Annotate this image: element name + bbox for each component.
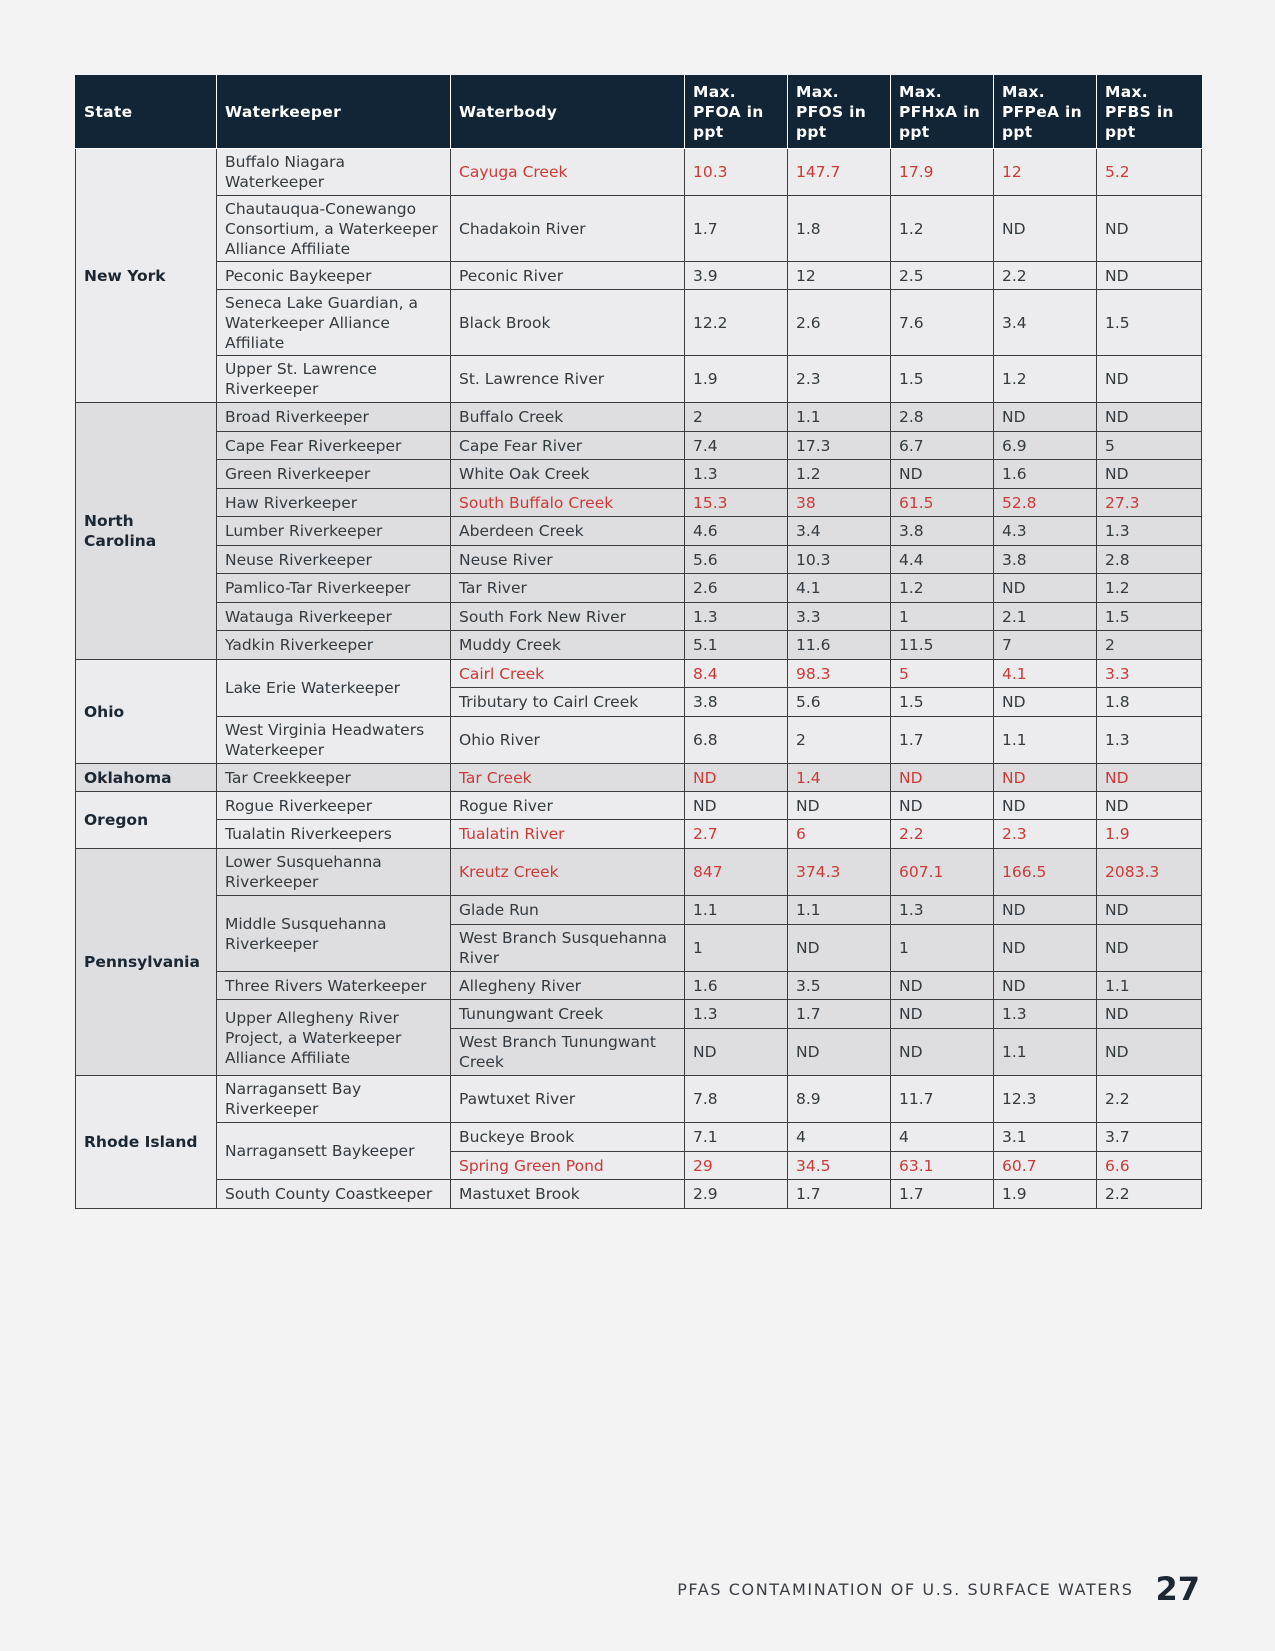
- pfbs-value-cell: 2.2: [1097, 1180, 1202, 1209]
- pfoa-value-cell: 1.9: [685, 356, 788, 403]
- pfpea-value-cell: 3.8: [994, 546, 1097, 574]
- pfbs-value-cell: ND: [1097, 403, 1202, 432]
- pfos-value-cell: 12: [788, 262, 891, 290]
- pfbs-value-cell: ND: [1097, 262, 1202, 290]
- waterkeeper-cell: Upper Allegheny River Project, a Waterkeeper Alliance Affiliate: [217, 1000, 451, 1076]
- pfhxa-value-cell: 1: [891, 603, 994, 631]
- waterkeeper-cell: Upper St. Lawrence Riverkeeper: [217, 356, 451, 403]
- pfbs-value-cell: 1.3: [1097, 517, 1202, 546]
- waterkeeper-cell: Lumber Riverkeeper: [217, 517, 451, 546]
- table-row: [76, 546, 1202, 574]
- table-row: [76, 660, 1202, 688]
- table-row: [76, 149, 1202, 196]
- table-header: [76, 76, 1202, 149]
- pfbs-value-cell: 1.9: [1097, 820, 1202, 849]
- waterkeeper-cell: Neuse Riverkeeper: [217, 546, 451, 574]
- pfpea-value-cell: 1.3: [994, 1000, 1097, 1029]
- waterbody-cell: Allegheny River: [451, 972, 685, 1000]
- pfoa-value-cell: 7.8: [685, 1076, 788, 1123]
- waterkeeper-cell: Chautauqua-Conewango Consortium, a Waterkeeper Alliance Affiliate: [217, 196, 451, 262]
- pfhxa-value-cell: 607.1: [891, 849, 994, 896]
- pfos-value-cell: 147.7: [788, 149, 891, 196]
- pfbs-value-cell: 5.2: [1097, 149, 1202, 196]
- pfbs-value-cell: ND: [1097, 196, 1202, 262]
- waterkeeper-cell: Narragansett Baykeeper: [217, 1123, 451, 1180]
- table-row: [76, 460, 1202, 489]
- pfos-value-cell: 34.5: [788, 1152, 891, 1180]
- table-row: [76, 1076, 1202, 1123]
- pfhxa-value-cell: 1.2: [891, 196, 994, 262]
- pfhxa-value-cell: 6.7: [891, 432, 994, 460]
- pfbs-value-cell: 1.8: [1097, 688, 1202, 717]
- pfpea-value-cell: 52.8: [994, 489, 1097, 517]
- table-row: [76, 896, 1202, 925]
- waterbody-cell: Black Brook: [451, 290, 685, 356]
- waterkeeper-cell: Three Rivers Waterkeeper: [217, 972, 451, 1000]
- pfoa-value-cell: 12.2: [685, 290, 788, 356]
- waterkeeper-cell: Tar Creekkeeper: [217, 764, 451, 792]
- pfhxa-value-cell: 61.5: [891, 489, 994, 517]
- table-row: [76, 489, 1202, 517]
- pfhxa-value-cell: 1.5: [891, 356, 994, 403]
- header-pfbs: Max. PFBS in ppt: [1097, 76, 1202, 149]
- pfhxa-value-cell: 5: [891, 660, 994, 688]
- waterkeeper-cell: Middle Susquehanna Riverkeeper: [217, 896, 451, 972]
- pfoa-value-cell: 10.3: [685, 149, 788, 196]
- waterbody-cell: Tar Creek: [451, 764, 685, 792]
- pfpea-value-cell: 4.1: [994, 660, 1097, 688]
- waterbody-cell: Mastuxet Brook: [451, 1180, 685, 1209]
- page-number: 27: [1155, 1570, 1200, 1608]
- pfoa-value-cell: ND: [685, 1029, 788, 1076]
- pfbs-value-cell: 27.3: [1097, 489, 1202, 517]
- pfbs-value-cell: 1.5: [1097, 290, 1202, 356]
- waterkeeper-cell: Green Riverkeeper: [217, 460, 451, 489]
- pfbs-value-cell: ND: [1097, 1000, 1202, 1029]
- waterbody-cell: Muddy Creek: [451, 631, 685, 660]
- waterbody-cell: White Oak Creek: [451, 460, 685, 489]
- pfos-value-cell: 6: [788, 820, 891, 849]
- pfoa-value-cell: 1.1: [685, 896, 788, 925]
- pfos-value-cell: ND: [788, 792, 891, 820]
- pfos-value-cell: ND: [788, 925, 891, 972]
- pfpea-value-cell: 1.6: [994, 460, 1097, 489]
- pfpea-value-cell: ND: [994, 925, 1097, 972]
- pfbs-value-cell: ND: [1097, 792, 1202, 820]
- pfpea-value-cell: 60.7: [994, 1152, 1097, 1180]
- pfhxa-value-cell: 63.1: [891, 1152, 994, 1180]
- pfoa-value-cell: 29: [685, 1152, 788, 1180]
- pfos-value-cell: 10.3: [788, 546, 891, 574]
- pfos-value-cell: ND: [788, 1029, 891, 1076]
- pfos-value-cell: 1.7: [788, 1000, 891, 1029]
- pfpea-value-cell: 6.9: [994, 432, 1097, 460]
- waterbody-cell: Peconic River: [451, 262, 685, 290]
- pfpea-value-cell: ND: [994, 403, 1097, 432]
- pfbs-value-cell: 2: [1097, 631, 1202, 660]
- pfoa-value-cell: 1.7: [685, 196, 788, 262]
- pfos-value-cell: 1.4: [788, 764, 891, 792]
- pfpea-value-cell: 3.4: [994, 290, 1097, 356]
- pfoa-value-cell: 7.4: [685, 432, 788, 460]
- table-row: [76, 849, 1202, 896]
- waterkeeper-cell: West Virginia Headwaters Waterkeeper: [217, 717, 451, 764]
- waterkeeper-cell: Peconic Baykeeper: [217, 262, 451, 290]
- pfbs-value-cell: 1.5: [1097, 603, 1202, 631]
- footer-title: PFAS CONTAMINATION OF U.S. SURFACE WATERS: [677, 1579, 1134, 1599]
- pfos-value-cell: 374.3: [788, 849, 891, 896]
- waterbody-cell: Kreutz Creek: [451, 849, 685, 896]
- pfpea-value-cell: ND: [994, 196, 1097, 262]
- pfhxa-value-cell: 4.4: [891, 546, 994, 574]
- table-row: [76, 603, 1202, 631]
- table-row: [76, 1000, 1202, 1029]
- pfhxa-value-cell: 1.2: [891, 574, 994, 603]
- pfoa-value-cell: 1: [685, 925, 788, 972]
- pfas-results-table: [75, 75, 1202, 1209]
- state-cell: Pennsylvania: [76, 849, 217, 1076]
- pfos-value-cell: 2: [788, 717, 891, 764]
- pfhxa-value-cell: 2.5: [891, 262, 994, 290]
- pfbs-value-cell: 2.8: [1097, 546, 1202, 574]
- pfoa-value-cell: 2.6: [685, 574, 788, 603]
- waterkeeper-cell: Rogue Riverkeeper: [217, 792, 451, 820]
- pfoa-value-cell: 1.6: [685, 972, 788, 1000]
- pfpea-value-cell: ND: [994, 896, 1097, 925]
- pfos-value-cell: 1.8: [788, 196, 891, 262]
- pfos-value-cell: 3.5: [788, 972, 891, 1000]
- waterbody-cell: Cape Fear River: [451, 432, 685, 460]
- pfhxa-value-cell: 7.6: [891, 290, 994, 356]
- pfpea-value-cell: 1.2: [994, 356, 1097, 403]
- pfhxa-value-cell: 1.7: [891, 717, 994, 764]
- table-row: [76, 517, 1202, 546]
- waterbody-cell: Rogue River: [451, 792, 685, 820]
- pfoa-value-cell: 7.1: [685, 1123, 788, 1152]
- pfpea-value-cell: 7: [994, 631, 1097, 660]
- pfos-value-cell: 3.4: [788, 517, 891, 546]
- header-pfhxa: Max. PFHxA in ppt: [891, 76, 994, 149]
- pfos-value-cell: 2.6: [788, 290, 891, 356]
- pfbs-value-cell: 2083.3: [1097, 849, 1202, 896]
- pfpea-value-cell: 12.3: [994, 1076, 1097, 1123]
- pfhxa-value-cell: ND: [891, 1000, 994, 1029]
- table-row: [76, 717, 1202, 764]
- state-cell: Oklahoma: [76, 764, 217, 792]
- pfbs-value-cell: ND: [1097, 764, 1202, 792]
- pfpea-value-cell: ND: [994, 574, 1097, 603]
- header-row: [76, 76, 1202, 149]
- pfbs-value-cell: 3.3: [1097, 660, 1202, 688]
- waterbody-cell: Glade Run: [451, 896, 685, 925]
- waterbody-cell: Aberdeen Creek: [451, 517, 685, 546]
- pfoa-value-cell: 1.3: [685, 460, 788, 489]
- header-state: State: [76, 76, 217, 149]
- pfpea-value-cell: ND: [994, 688, 1097, 717]
- pfbs-value-cell: ND: [1097, 1029, 1202, 1076]
- waterbody-cell: Ohio River: [451, 717, 685, 764]
- pfos-value-cell: 1.2: [788, 460, 891, 489]
- table-row: [76, 290, 1202, 356]
- pfhxa-value-cell: 17.9: [891, 149, 994, 196]
- table-row: [76, 356, 1202, 403]
- state-cell: North Carolina: [76, 403, 217, 660]
- table-row: [76, 403, 1202, 432]
- pfpea-value-cell: 3.1: [994, 1123, 1097, 1152]
- pfhxa-value-cell: 1.7: [891, 1180, 994, 1209]
- waterbody-cell: Tualatin River: [451, 820, 685, 849]
- pfoa-value-cell: 2.7: [685, 820, 788, 849]
- pfoa-value-cell: 1.3: [685, 603, 788, 631]
- pfpea-value-cell: 166.5: [994, 849, 1097, 896]
- header-waterkeeper: Waterkeeper: [217, 76, 451, 149]
- pfbs-value-cell: 1.3: [1097, 717, 1202, 764]
- pfoa-value-cell: 2: [685, 403, 788, 432]
- pfos-value-cell: 17.3: [788, 432, 891, 460]
- pfhxa-value-cell: 2.8: [891, 403, 994, 432]
- waterkeeper-cell: Buffalo Niagara Waterkeeper: [217, 149, 451, 196]
- pfpea-value-cell: ND: [994, 792, 1097, 820]
- waterkeeper-cell: Tualatin Riverkeepers: [217, 820, 451, 849]
- pfbs-value-cell: ND: [1097, 925, 1202, 972]
- table-row: [76, 764, 1202, 792]
- pfoa-value-cell: 8.4: [685, 660, 788, 688]
- pfos-value-cell: 4: [788, 1123, 891, 1152]
- pfpea-value-cell: 2.3: [994, 820, 1097, 849]
- waterkeeper-cell: Pamlico-Tar Riverkeeper: [217, 574, 451, 603]
- waterbody-cell: Buckeye Brook: [451, 1123, 685, 1152]
- pfos-value-cell: 2.3: [788, 356, 891, 403]
- waterbody-cell: Pawtuxet River: [451, 1076, 685, 1123]
- pfhxa-value-cell: ND: [891, 460, 994, 489]
- table-row: [76, 196, 1202, 262]
- pfpea-value-cell: 1.1: [994, 717, 1097, 764]
- waterbody-cell: South Buffalo Creek: [451, 489, 685, 517]
- waterbody-cell: Chadakoin River: [451, 196, 685, 262]
- header-pfos: Max. PFOS in ppt: [788, 76, 891, 149]
- pfos-value-cell: 3.3: [788, 603, 891, 631]
- waterbody-cell: Spring Green Pond: [451, 1152, 685, 1180]
- pfbs-value-cell: 3.7: [1097, 1123, 1202, 1152]
- pfoa-value-cell: 3.9: [685, 262, 788, 290]
- waterbody-cell: St. Lawrence River: [451, 356, 685, 403]
- header-pfoa: Max. PFOA in ppt: [685, 76, 788, 149]
- pfbs-value-cell: ND: [1097, 356, 1202, 403]
- pfpea-value-cell: 4.3: [994, 517, 1097, 546]
- pfoa-value-cell: 5.6: [685, 546, 788, 574]
- pfbs-value-cell: 2.2: [1097, 1076, 1202, 1123]
- pfbs-value-cell: 5: [1097, 432, 1202, 460]
- table-row: [76, 262, 1202, 290]
- table-row: [76, 792, 1202, 820]
- pfoa-value-cell: ND: [685, 764, 788, 792]
- pfoa-value-cell: 6.8: [685, 717, 788, 764]
- table-row: [76, 574, 1202, 603]
- pfoa-value-cell: 15.3: [685, 489, 788, 517]
- pfhxa-value-cell: 1.3: [891, 896, 994, 925]
- waterkeeper-cell: Seneca Lake Guardian, a Waterkeeper Alliance Affiliate: [217, 290, 451, 356]
- pfoa-value-cell: 2.9: [685, 1180, 788, 1209]
- pfpea-value-cell: 2.2: [994, 262, 1097, 290]
- table-row: [76, 820, 1202, 849]
- pfos-value-cell: 8.9: [788, 1076, 891, 1123]
- pfpea-value-cell: 1.1: [994, 1029, 1097, 1076]
- table-row: [76, 1123, 1202, 1152]
- pfhxa-value-cell: 1: [891, 925, 994, 972]
- waterkeeper-cell: Broad Riverkeeper: [217, 403, 451, 432]
- table-body: [76, 149, 1202, 1209]
- state-cell: Ohio: [76, 660, 217, 764]
- waterkeeper-cell: Cape Fear Riverkeeper: [217, 432, 451, 460]
- waterbody-cell: Neuse River: [451, 546, 685, 574]
- header-waterbody: Waterbody: [451, 76, 685, 149]
- pfbs-value-cell: 1.2: [1097, 574, 1202, 603]
- waterbody-cell: Tributary to Cairl Creek: [451, 688, 685, 717]
- waterkeeper-cell: Haw Riverkeeper: [217, 489, 451, 517]
- pfhxa-value-cell: 3.8: [891, 517, 994, 546]
- pfoa-value-cell: 847: [685, 849, 788, 896]
- waterbody-cell: South Fork New River: [451, 603, 685, 631]
- waterkeeper-cell: Yadkin Riverkeeper: [217, 631, 451, 660]
- pfpea-value-cell: ND: [994, 764, 1097, 792]
- pfpea-value-cell: ND: [994, 972, 1097, 1000]
- pfoa-value-cell: ND: [685, 792, 788, 820]
- waterkeeper-cell: Narragansett Bay Riverkeeper: [217, 1076, 451, 1123]
- pfhxa-value-cell: 11.7: [891, 1076, 994, 1123]
- pfoa-value-cell: 4.6: [685, 517, 788, 546]
- data-table-container: [75, 75, 1201, 1209]
- waterkeeper-cell: Lower Susquehanna Riverkeeper: [217, 849, 451, 896]
- pfos-value-cell: 1.1: [788, 403, 891, 432]
- pfos-value-cell: 4.1: [788, 574, 891, 603]
- pfbs-value-cell: 1.1: [1097, 972, 1202, 1000]
- waterbody-cell: West Branch Tunungwant Creek: [451, 1029, 685, 1076]
- pfos-value-cell: 1.7: [788, 1180, 891, 1209]
- waterbody-cell: Buffalo Creek: [451, 403, 685, 432]
- table-row: [76, 972, 1202, 1000]
- table-row: [76, 631, 1202, 660]
- waterkeeper-cell: Lake Erie Waterkeeper: [217, 660, 451, 717]
- waterbody-cell: Tar River: [451, 574, 685, 603]
- waterbody-cell: Tunungwant Creek: [451, 1000, 685, 1029]
- pfoa-value-cell: 1.3: [685, 1000, 788, 1029]
- pfhxa-value-cell: 1.5: [891, 688, 994, 717]
- pfhxa-value-cell: ND: [891, 972, 994, 1000]
- pfhxa-value-cell: ND: [891, 764, 994, 792]
- pfpea-value-cell: 12: [994, 149, 1097, 196]
- pfpea-value-cell: 1.9: [994, 1180, 1097, 1209]
- pfoa-value-cell: 5.1: [685, 631, 788, 660]
- pfbs-value-cell: ND: [1097, 896, 1202, 925]
- pfos-value-cell: 11.6: [788, 631, 891, 660]
- pfoa-value-cell: 3.8: [685, 688, 788, 717]
- pfhxa-value-cell: ND: [891, 792, 994, 820]
- pfos-value-cell: 98.3: [788, 660, 891, 688]
- state-cell: Oregon: [76, 792, 217, 849]
- page-footer: [677, 1570, 1200, 1608]
- table-row: [76, 432, 1202, 460]
- pfos-value-cell: 1.1: [788, 896, 891, 925]
- table-row: [76, 1180, 1202, 1209]
- waterbody-cell: Cairl Creek: [451, 660, 685, 688]
- header-pfpea: Max. PFPeA in ppt: [994, 76, 1097, 149]
- waterbody-cell: Cayuga Creek: [451, 149, 685, 196]
- waterbody-cell: West Branch Susquehanna River: [451, 925, 685, 972]
- waterkeeper-cell: South County Coastkeeper: [217, 1180, 451, 1209]
- pfhxa-value-cell: 2.2: [891, 820, 994, 849]
- pfhxa-value-cell: ND: [891, 1029, 994, 1076]
- pfhxa-value-cell: 4: [891, 1123, 994, 1152]
- pfos-value-cell: 38: [788, 489, 891, 517]
- pfos-value-cell: 5.6: [788, 688, 891, 717]
- state-cell: New York: [76, 149, 217, 403]
- pfpea-value-cell: 2.1: [994, 603, 1097, 631]
- state-cell: Rhode Island: [76, 1076, 217, 1209]
- pfbs-value-cell: 6.6: [1097, 1152, 1202, 1180]
- pfbs-value-cell: ND: [1097, 460, 1202, 489]
- pfhxa-value-cell: 11.5: [891, 631, 994, 660]
- waterkeeper-cell: Watauga Riverkeeper: [217, 603, 451, 631]
